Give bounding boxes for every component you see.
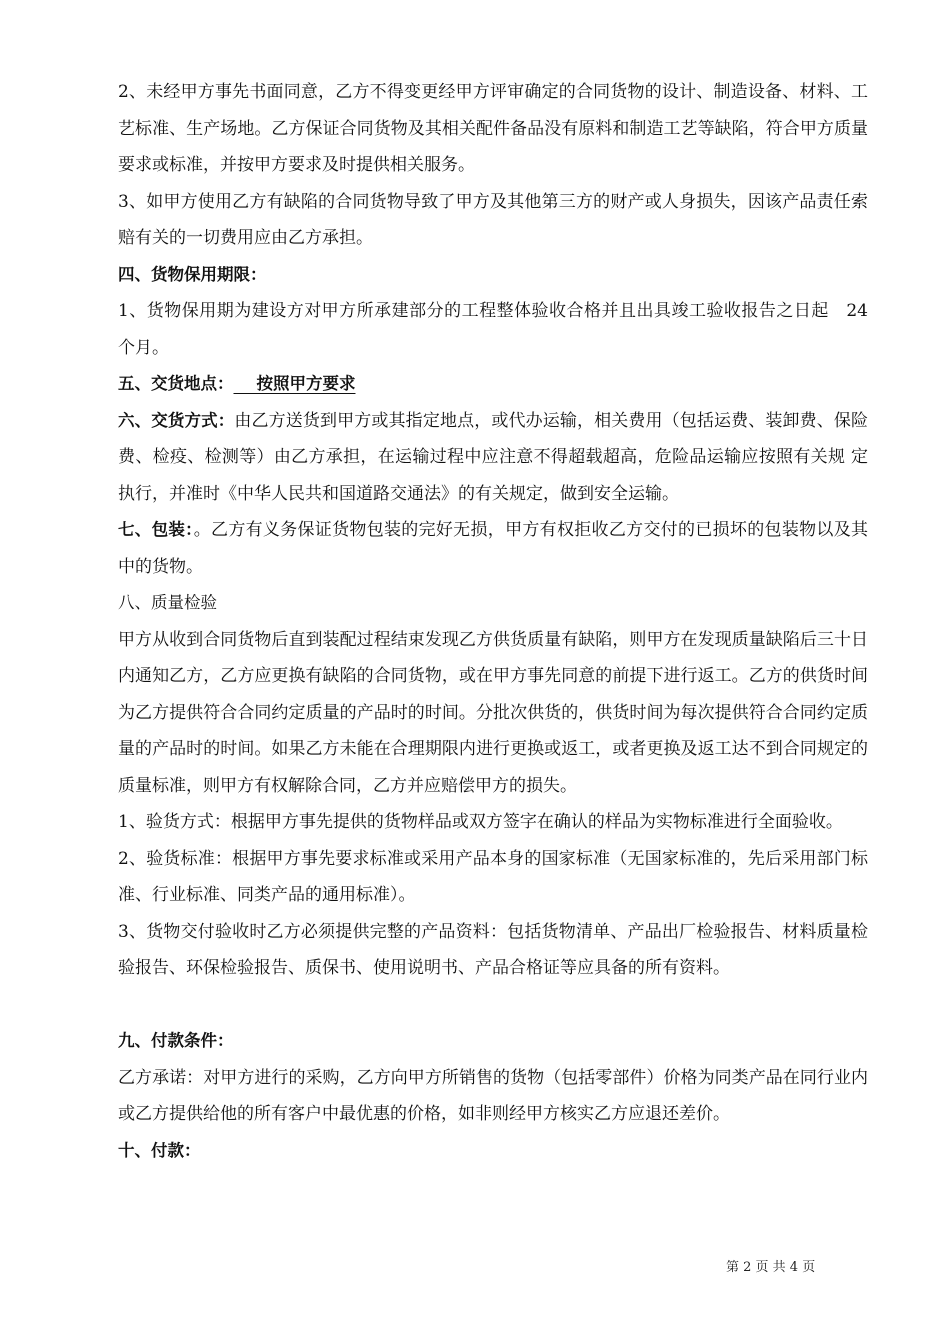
clause-3-item-3: 3、如甲方使用乙方有缺陷的合同货物导致了甲方及其他第三方的财产或人身损失，因该产品责任索赔有关的一切费用应由乙方承担。: [118, 191, 868, 248]
section-8-body: 甲方从收到合同货物后直到装配过程结束发现乙方供货质量有缺陷，则甲方在发现质量缺陷后三十日内通知乙方，乙方应更换有缺陷的合同货物，或在甲方事先同意的前提下进行返工。乙方的供货时间为乙方提供符合合同约定质量的产品时的时间。分批次供货的，供货时间为每次提供符合合同约定质量的产品时的时间。如果乙方未能在合理期限内进行更换或返工，或者更换及返工达不到合同规定的质量标准，则甲方有权解除合同，乙方并应赔偿甲方的损失。: [118, 629, 868, 796]
section-6-body: 由乙方送货到甲方或其指定地点，或代办运输，相关费用（包括运费、装卸费、保险费、检疫、检测等）由乙方承担，在运输过程中应注意不得超载超高，危险品运输应按照有关规 定执行，并准时《中华人民共和国道路交通法》的有关规定，做到安全运输。: [118, 410, 869, 504]
spacer: [118, 987, 868, 1024]
section-8-item-3: 3、货物交付验收时乙方必须提供完整的产品资料：包括货物清单、产品出厂检验报告、材料质量检验报告、环保检验报告、质保书、使用说明书、产品合格证等应具备的所有资料。: [118, 921, 868, 978]
delivery-location-value: 按照甲方要求: [233, 374, 356, 393]
section-4-heading: 四、货物保用期限：: [118, 264, 267, 284]
section-5-line: [118, 366, 868, 403]
section-4-item-1: 1、货物保用期为建设方对甲方所承建部分的工程整体验收合格并且出具竣工验收报告之日起 24 个月。: [118, 301, 885, 358]
section-6-paragraph: [118, 403, 868, 513]
section-8-item-1: 1、验货方式：根据甲方事先提供的货物样品或双方签字在确认的样品为实物标准进行全面验收。: [118, 812, 843, 832]
page-number-footer: 第 2 页 共 4 页: [726, 1260, 816, 1275]
section-8-heading: 八、质量检验: [118, 593, 217, 612]
section-9-heading: 九、付款条件：: [118, 1031, 234, 1050]
section-9-body: 乙方承诺：对甲方进行的采购，乙方向甲方所销售的货物（包括零部件）价格为同类产品在同行业内或乙方提供给他的所有客户中最优惠的价格，如非则经甲方核实乙方应退还差价。: [118, 1067, 868, 1124]
section-7-paragraph: [118, 512, 868, 585]
section-8-item-2: 2、验货标准：根据甲方事先要求标准或采用产品本身的国家标准（无国家标准的，先后采用部门标准、行业标准、同类产品的通用标准）。: [118, 848, 868, 905]
clause-3-item-2: 2、未经甲方事先书面同意，乙方不得变更经甲方评审确定的合同货物的设计、制造设备、材料、工艺标准、生产场地。乙方保证合同货物及其相关配件备品没有原料和制造工艺等缺陷，符合甲方质量要求或标准，并按甲方要求及时提供相关服务。: [118, 82, 868, 175]
section-5-heading: 五、交货地点：: [118, 374, 234, 393]
section-10-heading: 十、付款：: [118, 1140, 201, 1160]
document-body: [118, 74, 885, 1169]
section-6-heading: 六、交货方式：: [118, 410, 235, 430]
section-7-heading: 七、包装：: [118, 520, 194, 539]
section-7-body: 。乙方有义务保证货物包装的完好无损，甲方有权拒收乙方交付的已损坏的包装物以及其中的货物。: [118, 520, 869, 577]
